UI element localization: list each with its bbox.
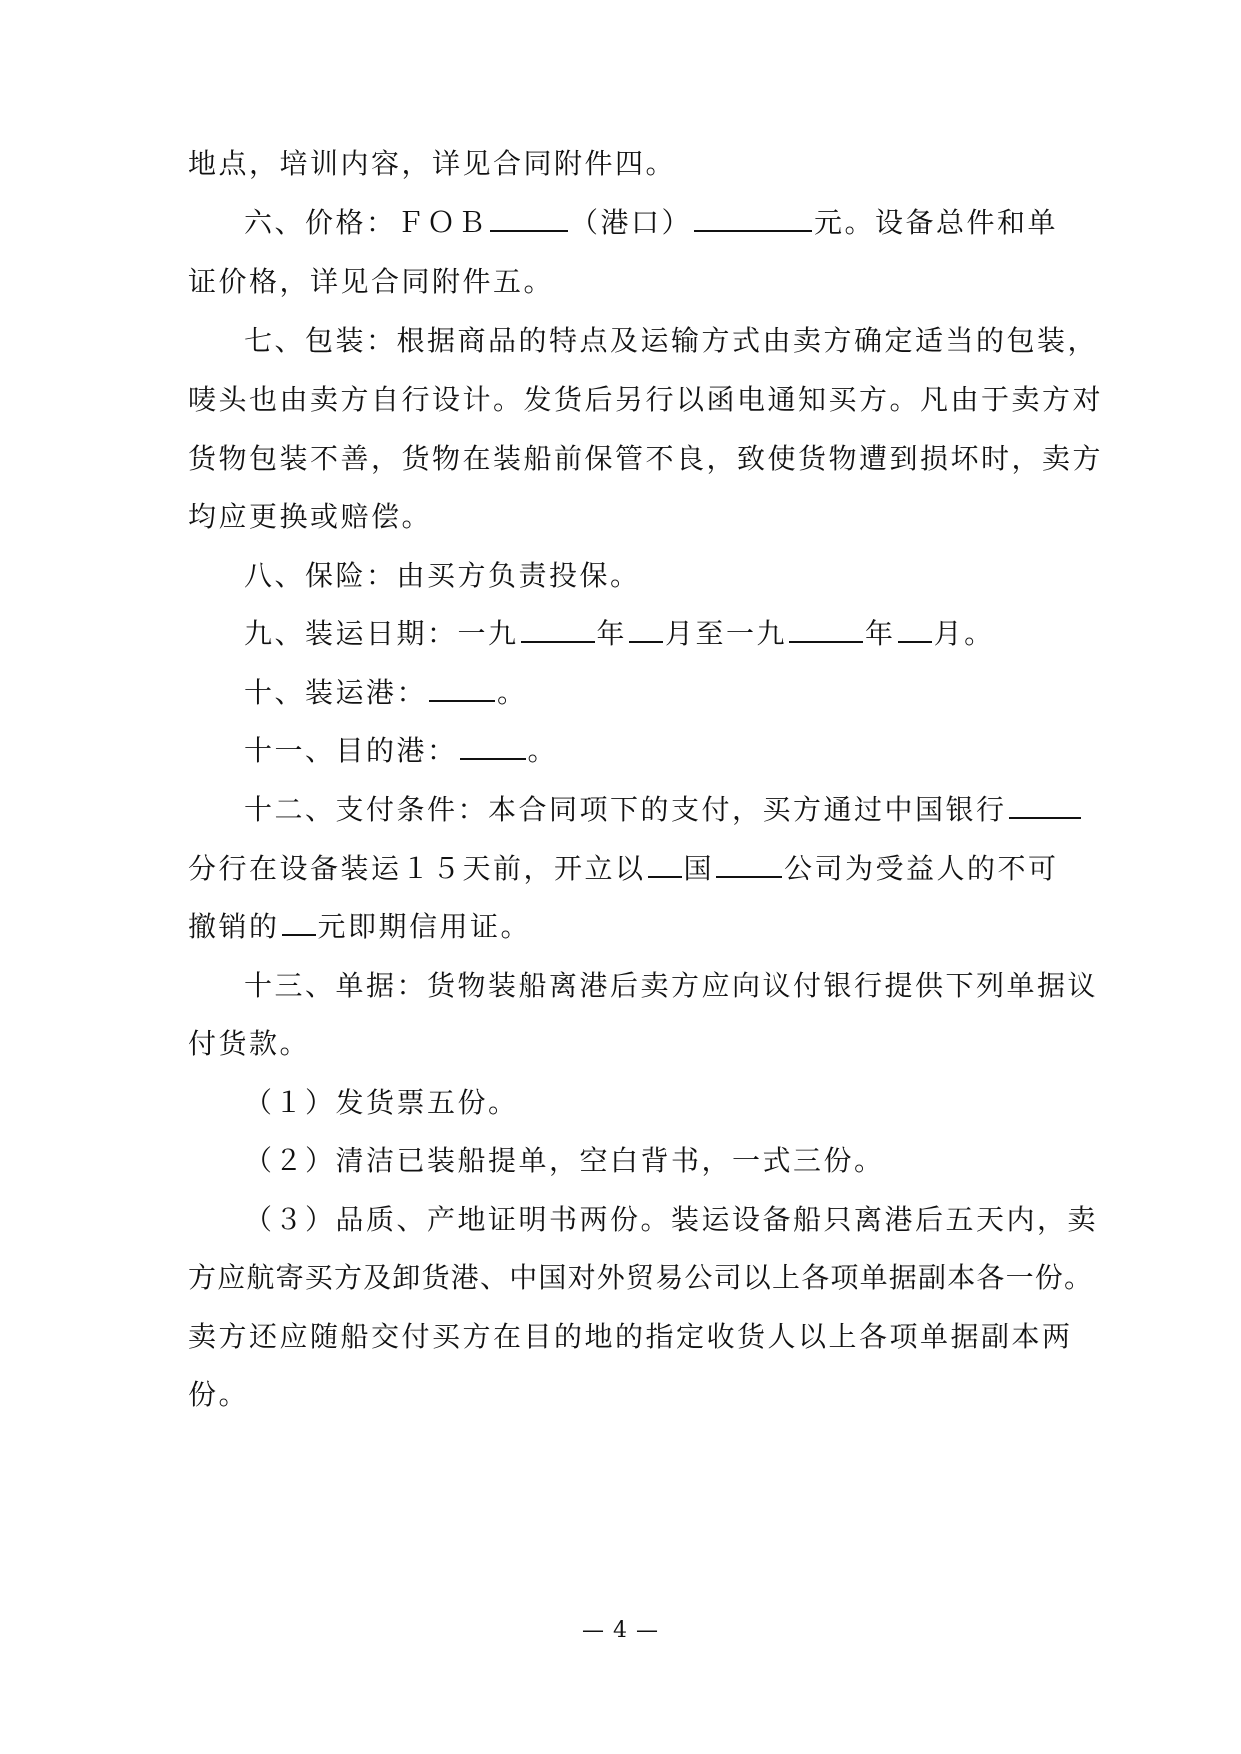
price-blank-2 (694, 229, 812, 232)
country-text: 国 (683, 852, 715, 885)
text-line: 地点，培训内容，详见合同附件四。 (188, 147, 677, 180)
month-blank-2 (898, 640, 932, 643)
text-line: 卖方还应随船交付买方在目的地的指定收货人以上各项单据副本两 (188, 1320, 1073, 1353)
payment-clause-continued (188, 849, 1058, 889)
price-label: 六、价格：ＦＯＢ (244, 206, 489, 239)
packing-clause: 七、包装：根据商品的特点及运输方式由卖方确定适当的包装， (244, 324, 1099, 357)
punctuation: 。 (497, 676, 528, 709)
amount-blank (282, 933, 316, 936)
country-blank (648, 875, 682, 878)
loading-port-label: 十、装运港： (244, 676, 428, 709)
document-item-3: （３）品质、产地证明书两份。装运设备船只离港后五天内，卖 (244, 1203, 1099, 1236)
price-clause (244, 203, 1058, 243)
loading-port-clause (244, 673, 1058, 713)
text-line: 付货款。 (188, 1027, 311, 1060)
destination-port-label: 十一、目的港： (244, 734, 458, 767)
company-blank (716, 875, 782, 878)
document-item-2: （２）清洁已装船提单，空白背书，一式三份。 (244, 1144, 885, 1177)
text-line: 货物包装不善，货物在装船前保管不良，致使货物遭到损坏时，卖方 (188, 442, 1104, 475)
year-text: 年 (865, 617, 896, 650)
payment-clause-continued (188, 907, 1058, 947)
payment-clause (244, 790, 1058, 830)
port-label: （港口） (570, 206, 693, 239)
payment-text: 撤销的 (188, 910, 280, 943)
year-blank-1 (521, 640, 595, 643)
text-line: 份。 (188, 1378, 250, 1411)
text-line: 均应更换或赔偿。 (188, 500, 433, 533)
year-blank-2 (789, 640, 863, 643)
shipment-date-label: 九、装运日期：一九 (244, 617, 519, 650)
price-text: 元。设备总件和单 (814, 206, 1059, 239)
documents-clause: 十三、单据：货物装船离港后卖方应向议付银行提供下列单据议 (244, 969, 1099, 1002)
month-to-text: 月至一九 (665, 617, 788, 650)
text-line: 方应航寄买方及卸货港、中国对外贸易公司以上各项单据副本各一份。 (188, 1261, 1094, 1294)
document-item-1: （１）发货票五份。 (244, 1086, 519, 1119)
price-blank-1 (490, 229, 568, 232)
page-number: — 4 — (582, 1618, 659, 1643)
loading-port-blank (429, 699, 495, 702)
punctuation: 。 (527, 734, 559, 767)
shipment-date-clause (244, 614, 1058, 654)
bank-blank (1009, 816, 1081, 819)
destination-port-clause (244, 731, 1058, 771)
payment-text: 元即期信用证。 (317, 910, 532, 943)
text-line: 证价格，详见合同附件五。 (188, 265, 555, 298)
month-blank-1 (629, 640, 663, 643)
payment-text: 公司为受益人的不可 (784, 852, 1059, 885)
year-text: 年 (596, 617, 628, 650)
text-line: 唛头也由卖方自行设计。发货后另行以函电通知买方。凡由于卖方对 (188, 383, 1104, 416)
payment-text: 分行在设备装运１５天前，开立以 (188, 852, 646, 885)
payment-text: 十二、支付条件：本合同项下的支付，买方通过中国银行 (244, 793, 1007, 826)
month-text: 月。 (933, 617, 995, 650)
destination-port-blank (460, 757, 526, 760)
insurance-clause: 八、保险：由买方负责投保。 (244, 559, 641, 592)
